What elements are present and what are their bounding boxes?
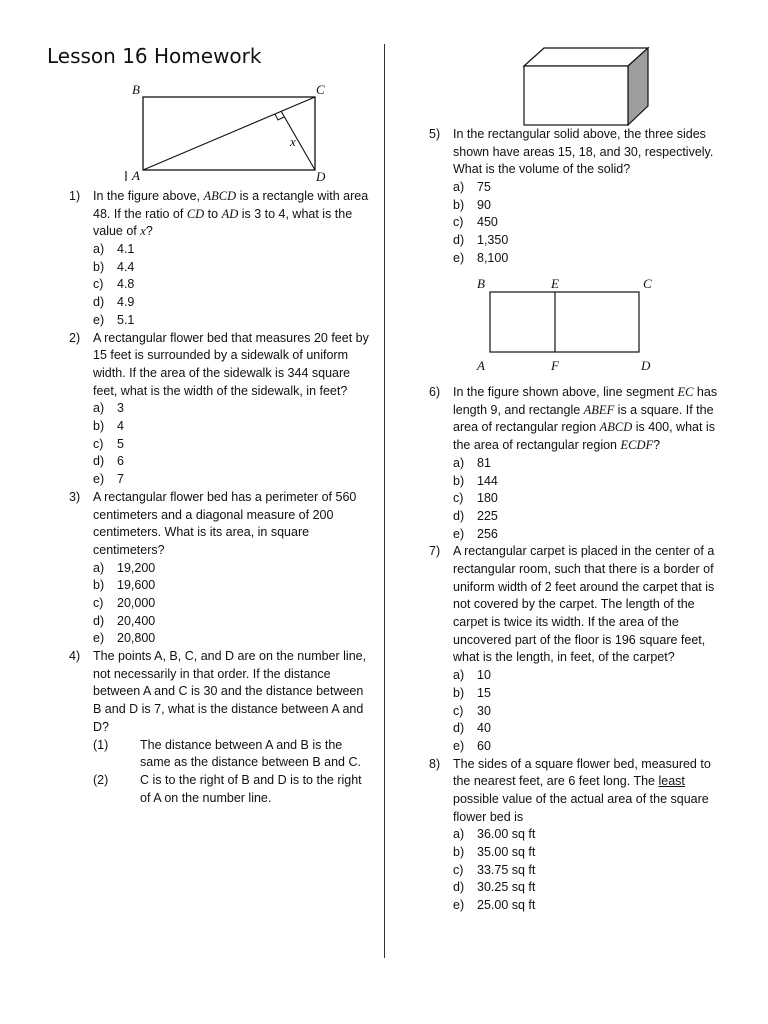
answer-option[interactable]: d) 1,350 xyxy=(453,233,509,248)
label-c: C xyxy=(316,82,325,97)
answer-option[interactable]: b) 144 xyxy=(453,473,498,488)
question-4 xyxy=(69,648,369,807)
label-d-fig6: D xyxy=(641,358,651,373)
answer-option[interactable]: d) 20,400 xyxy=(93,613,156,628)
question-1 xyxy=(69,188,369,330)
solid-top-face xyxy=(524,48,648,66)
question-number: 3) xyxy=(69,489,81,504)
answer-options xyxy=(429,667,729,755)
answer-option[interactable]: a) 36.00 sq ft xyxy=(453,827,536,842)
question-number: 6) xyxy=(429,385,441,399)
question-6 xyxy=(429,384,729,543)
answer-option[interactable]: c) 30 xyxy=(453,703,491,718)
answer-option[interactable]: a) 19,200 xyxy=(93,560,156,575)
answer-option[interactable]: e) 256 xyxy=(453,526,498,541)
answer-options xyxy=(69,400,369,488)
question-8 xyxy=(429,756,729,915)
statement-2: (2) C is to the right of B and D is to the right of A on the number line. xyxy=(93,772,362,805)
column-divider xyxy=(384,44,385,958)
answer-option[interactable]: c) 450 xyxy=(453,215,498,230)
question-number: 5) xyxy=(429,127,441,141)
figure-rectangle-abcd xyxy=(120,80,340,190)
question-number: 1) xyxy=(69,189,81,203)
answer-options xyxy=(69,560,369,648)
label-f-fig6: F xyxy=(551,358,559,373)
answer-options xyxy=(429,179,729,267)
right-column-q6-q8 xyxy=(429,384,729,915)
answer-option[interactable]: a) 81 xyxy=(453,455,491,470)
answer-option[interactable]: a) 75 xyxy=(453,180,491,195)
page-title: Lesson 16 Homework xyxy=(47,44,262,68)
answer-option[interactable]: e) 20,800 xyxy=(93,631,156,646)
label-b-fig6: B xyxy=(477,276,485,291)
answer-option[interactable]: e) 8,100 xyxy=(453,250,509,265)
question-text: In the rectangular solid above, the three sides shown have areas 15, 18, and 30, respectively. What is the volume of the solid? xyxy=(453,127,714,177)
question-text: A rectangular flower bed that measures 20 feet by 15 feet is surrounded by a sidewalk of uniform width. If the area of the sidewalk is 344 square feet, what is the width of the sidewalk, in feet? xyxy=(93,330,369,398)
answer-option[interactable]: b) 90 xyxy=(453,197,491,212)
answer-option[interactable]: a) 10 xyxy=(453,668,491,683)
question-text: A rectangular flower bed has a perimeter of 560 centimeters and a diagonal measure of 200 centimeters. What is its area, in square centimeters? xyxy=(93,489,357,557)
figure-rectangle-square xyxy=(470,274,670,374)
label-b: B xyxy=(132,82,140,97)
question-text: In the figure shown above, line segment EC has length 9, and rectangle ABEF is a square. If the area of rectangular region ABCD is 400, what is the area of rectangular region ECDF? xyxy=(453,385,718,453)
question-3 xyxy=(69,489,369,648)
right-column-q5 xyxy=(429,126,729,268)
answer-option[interactable]: b) 4.4 xyxy=(93,259,135,274)
answer-option[interactable]: d) 6 xyxy=(93,454,124,469)
question-5 xyxy=(429,126,729,268)
question-text: In the figure above, ABCD is a rectangle with area 48. If the ratio of CD to AD is 3 to 4, what is the value of x? xyxy=(93,189,369,239)
rectangle-abcd-fig6 xyxy=(490,292,639,352)
label-x: x xyxy=(290,134,296,149)
figure-rectangular-solid xyxy=(520,44,660,129)
label-c-fig6: C xyxy=(643,276,652,291)
question-number: 8) xyxy=(429,756,441,771)
answer-option[interactable]: c) 4.8 xyxy=(93,277,135,292)
answer-option[interactable]: e) 7 xyxy=(93,472,124,487)
answer-option[interactable]: b) 35.00 sq ft xyxy=(453,845,536,860)
label-e-fig6: E xyxy=(551,276,559,291)
question-number: 2) xyxy=(69,330,81,345)
question-text: The points A, B, C, and D are on the number line, not necessarily in that order. If the distance between A and C is 30 and the distance between B and D is 7, what is the distance between A and D? xyxy=(93,649,367,734)
label-a: A xyxy=(132,168,140,183)
answer-option[interactable]: d) 225 xyxy=(453,508,498,523)
question-number: 4) xyxy=(69,649,81,664)
perpendicular-x xyxy=(281,111,315,170)
answer-option[interactable]: d) 4.9 xyxy=(93,295,135,310)
answer-option[interactable]: d) 40 xyxy=(453,721,491,736)
label-d: D xyxy=(316,169,326,184)
question-text: A rectangular carpet is placed in the center of a rectangular room, such that there is a border of uniform width of 2 feet around the carpet that is not covered by the carpet. The length of the carpet is twice its width. If the area of the uncovered part of the floor is 196 square feet, what is the length, in feet, of the carpet? xyxy=(453,544,715,665)
label-a-fig6: A xyxy=(477,358,485,373)
answer-option[interactable]: e) 5.1 xyxy=(93,312,135,327)
left-column xyxy=(69,188,369,807)
answer-option[interactable]: b) 4 xyxy=(93,419,124,434)
answer-option[interactable]: b) 19,600 xyxy=(93,578,156,593)
statement-1: (1) The distance between A and B is the same as the distance between B and C. xyxy=(93,737,361,770)
answer-option[interactable]: c) 180 xyxy=(453,491,498,506)
answer-option[interactable]: e) 60 xyxy=(453,738,491,753)
answer-option[interactable]: c) 5 xyxy=(93,436,124,451)
answer-option[interactable]: e) 25.00 sq ft xyxy=(453,898,536,913)
answer-option[interactable]: c) 20,000 xyxy=(93,595,156,610)
solid-front-face xyxy=(524,66,628,125)
answer-option[interactable]: a) 4.1 xyxy=(93,242,135,257)
answer-option[interactable]: c) 33.75 sq ft xyxy=(453,862,536,877)
answer-options xyxy=(429,826,729,914)
answer-option[interactable]: a) 3 xyxy=(93,401,124,416)
question-2 xyxy=(69,330,369,489)
answer-options xyxy=(69,241,369,329)
question-7 xyxy=(429,543,729,755)
question-text: The sides of a square flower bed, measured to the nearest feet, are 6 feet long. The least possible value of the actual area of the square flower bed is xyxy=(453,756,711,824)
answer-option[interactable]: b) 15 xyxy=(453,685,491,700)
answer-option[interactable]: d) 30.25 sq ft xyxy=(453,880,536,895)
answer-options xyxy=(429,455,729,543)
question-number: 7) xyxy=(429,544,441,559)
